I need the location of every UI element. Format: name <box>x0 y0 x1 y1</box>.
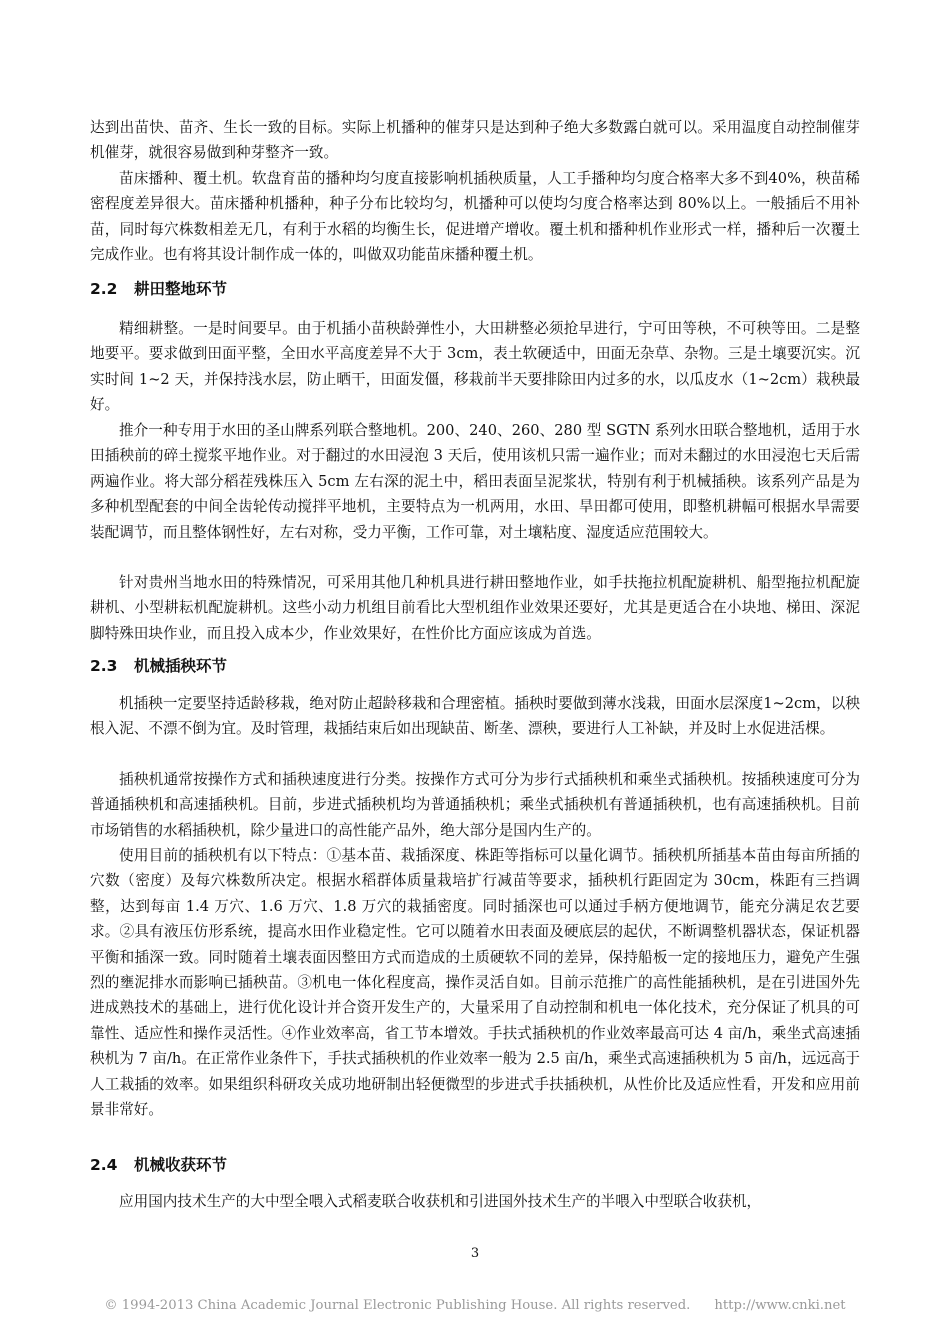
section-heading-2-3 <box>90 654 227 676</box>
section-heading-2-4 <box>90 1153 227 1175</box>
paragraph: 插秧机通常按操作方式和插秧速度进行分类。按操作方式可分为步行式插秧机和乘坐式插秧机。按插秧速度可分为普通插秧机和高速插秧机。目前，步进式插秧机均为普通插秧机；乘坐式插秧机有普通插秧机，也有高速插秧机。目前市场销售的水稻插秧机，除少量进口的高性能产品外，绝大部分是国内生产的。 <box>90 771 860 839</box>
paragraph: 机插秧一定要坚持适龄移栽，绝对防止超龄移栽和合理密植。插秧时要做到薄水浅栽，田面水层深度1~2cm，以秧根入泥、不漂不倒为宜。及时管理，栽插结束后如出现缺苗、断垄、漂秧，要进行人工补缺，并及时上水促进活棵。 <box>90 695 860 738</box>
section-number: 2.3 <box>90 657 118 675</box>
page-number: 3 <box>470 1246 480 1261</box>
section-heading-2-2 <box>90 277 227 299</box>
section-title: 机械插秧环节 <box>134 657 228 675</box>
paragraph: 达到出苗快、苗齐、生长一致的目标。实际上机播种的催芽只是达到种子绝大多数露白就可以。采用温度自动控制催芽机催芽，就很容易做到种芽整齐一致。 <box>90 119 860 162</box>
section-number: 2.4 <box>90 1156 118 1174</box>
paragraph: 使用目前的插秧机有以下特点：①基本苗、栽插深度、株距等指标可以量化调节。插秧机所插基本苗由每亩所插的穴数（密度）及每穴株数所决定。根据水稻群体质量栽培扩行减苗等要求，插秧机行距固定为 30cm，株距有三挡调整，达到每亩 1.4 万穴、1.6 万穴、1.8 万穴的栽插密度。同时插深也可以通过手柄方便地调节，能充分满足农艺要求。②具有液压仿形系统，提高水田作业稳定性。它可以随着水田表面及硬底层的起伏，不断调整机器状态，保证机器平衡和插深一致。同时随着土壤表面因整田方式而造成的土质硬软不同的差异，保持船板一定的接地压力，避免产生强烈的壅泥排水而影响已插秧苗。③机电一体化程度高，操作灵活自如。目前示范推广的高性能插秧机，是在引进国外先进成熟技术的基础上，进行优化设计并合资开发生产的，大量采用了自动控制和机电一体化技术，充分保证了机具的可靠性、适应性和操作灵活性。④作业效率高，省工节本增效。手扶式插秧机的作业效率最高可达 4 亩/h，乘坐式高速插秧机为 7 亩/h。在正常作业条件下，手扶式插秧机的作业效率一般为 2.5 亩/h，乘坐式高速插秧机为 5 亩/h，远远高于人工栽插的效率。如果组织科研攻关成功地研制出轻便微型的步进式手扶插秧机，从性价比及适应性看，开发和应用前景非常好。 <box>90 847 860 1119</box>
section-number: 2.2 <box>90 280 118 298</box>
paragraph: 针对贵州当地水田的特殊情况，可采用其他几种机具进行耕田整地作业，如手扶拖拉机配旋耕机、船型拖拉机配旋耕机、小型耕耘机配旋耕机。这些小动力机组目前看比大型机组作业效果还要好，尤其是更适合在小块地、梯田、深泥脚特殊田块作业，而且投入成本少，作业效果好，在性价比方面应该成为首选。 <box>90 574 860 642</box>
paragraph: 推介一种专用于水田的圣山牌系列联合整地机。200、240、260、280 型 SGTN 系列水田联合整地机，适用于水田插秧前的碎土搅浆平地作业。对于翻过的水田浸泡 3 天后，使用该机只需一遍作业；而对未翻过的水田浸泡七天后需两遍作业。将大部分稻茬残株压入 5cm 左右深的泥土中，稻田表面呈泥浆状，特别有利于机械插秧。该系列产品是为多种机型配套的中间全齿轮传动搅拌平地机，主要特点为一机两用，水田、旱田都可使用，即整机耕幅可根据水旱需要装配调节，而且整体钢性好，左右对称，受力平衡，工作可靠，对土壤粘度、湿度适应范围较大。 <box>90 422 860 541</box>
paragraph: 精细耕整。一是时间要早。由于机插小苗秧龄弹性小，大田耕整必须抢早进行，宁可田等秧，不可秧等田。二是整地要平。要求做到田面平整，全田水平高度差异不大于 3cm，表土软硬适中，田面无杂草、杂物。三是土壤要沉实。沉实时间 1~2 天，并保持浅水层，防止晒干，田面发僵，移栽前半天要排除田内过多的水，以瓜皮水（1~2cm）栽秧最好。 <box>90 320 860 414</box>
copyright-text: © 1994-2013 China Academic Journal Electronic Publishing House. All rights reserved. <box>104 1298 691 1313</box>
footer <box>0 1298 950 1313</box>
section-title: 耕田整地环节 <box>134 280 228 298</box>
section-title: 机械收获环节 <box>134 1156 228 1174</box>
paragraph: 苗床播种、覆土机。软盘育苗的播种均匀度直接影响机插秧质量，人工手播种均匀度合格率大多不到40%，秧苗稀密程度差异很大。苗床播种机播种，种子分布比较均匀，机播种可以使均匀度合格率达到 80%以上。一般插后不用补苗，同时每穴株数相差无几，有利于水稻的均衡生长，促进增产增收。覆土机和播种机作业形式一样，播种后一次覆土完成作业。也有将其设计制作成一体的，叫做双功能苗床播种覆土机。 <box>90 170 860 264</box>
footer-url[interactable]: http://www.cnki.net <box>714 1298 846 1313</box>
paragraph: 应用国内技术生产的大中型全喂入式稻麦联合收获机和引进国外技术生产的半喂入中型联合收获机， <box>119 1193 762 1210</box>
